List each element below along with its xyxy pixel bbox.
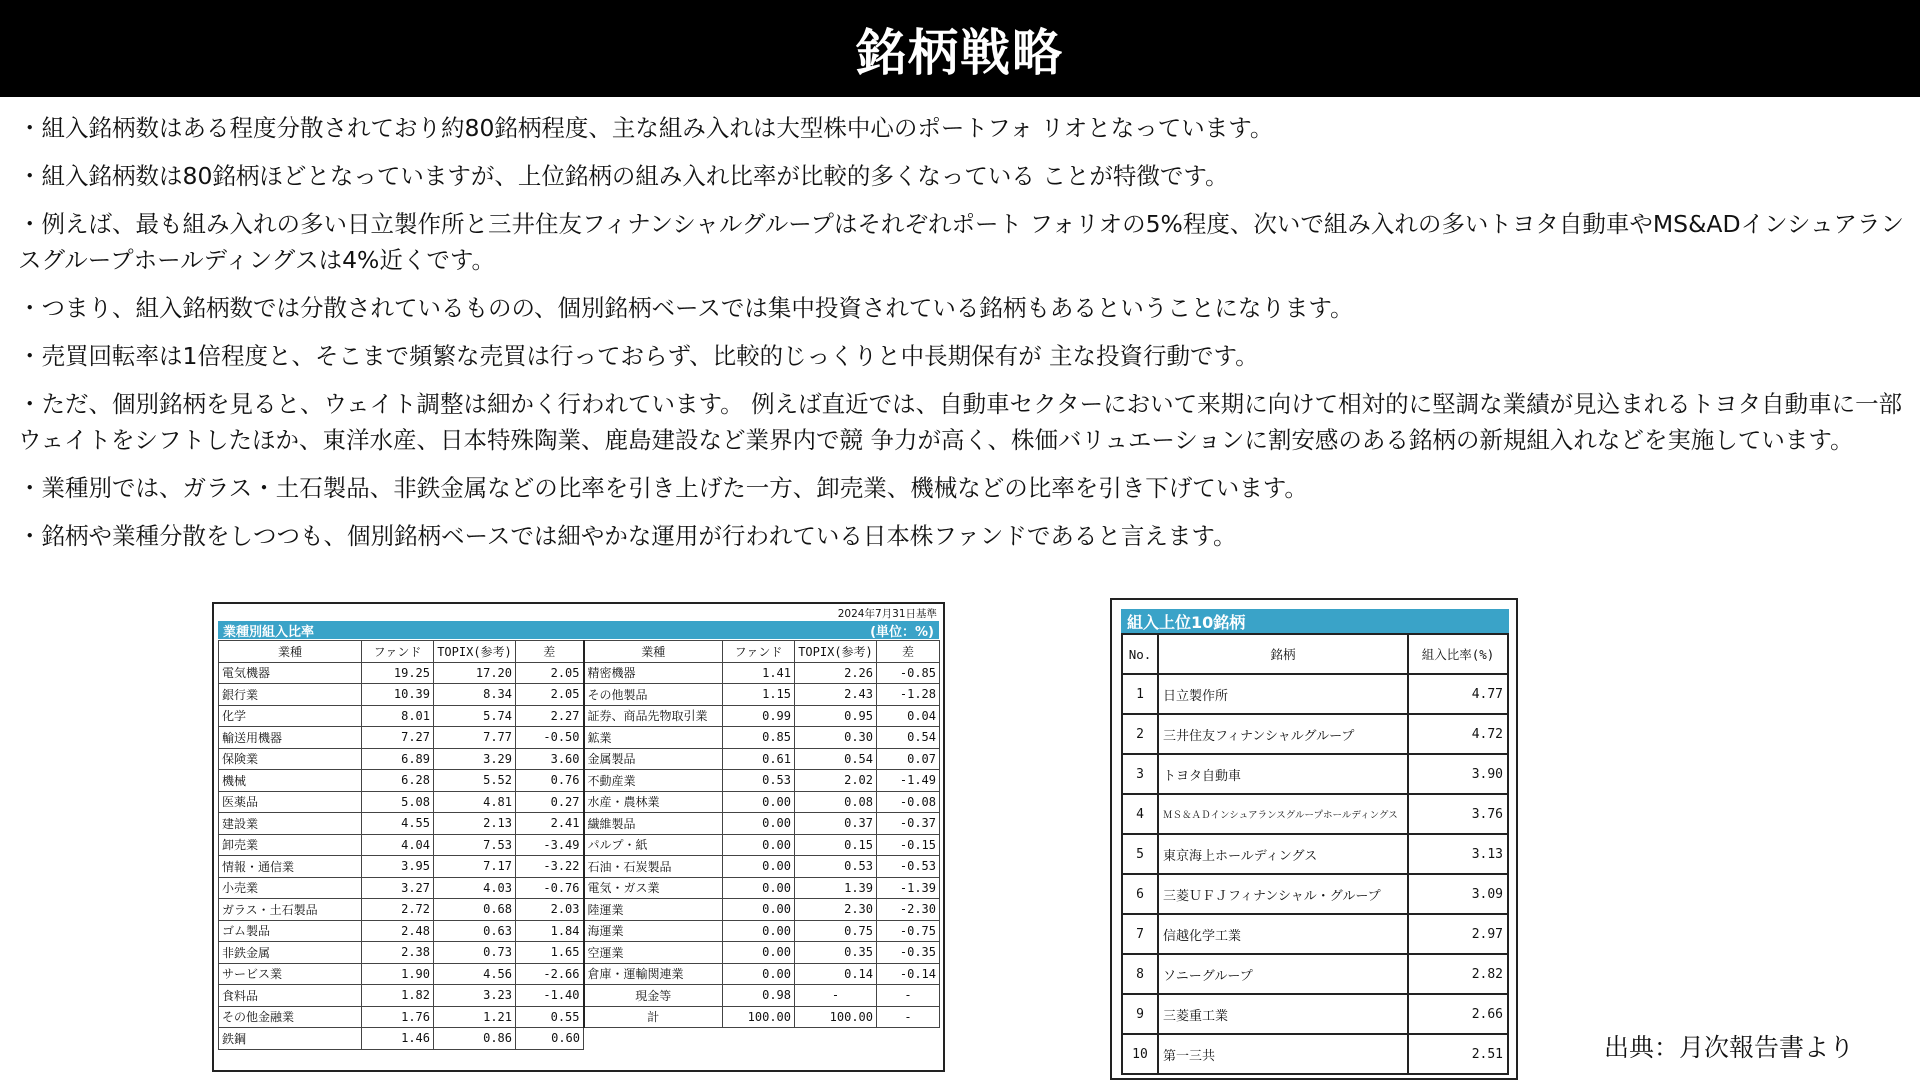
holding-rank: 8 bbox=[1122, 954, 1158, 994]
sector-table-body bbox=[219, 662, 940, 1049]
table-cell bbox=[877, 1028, 940, 1050]
holding-name: ソニーグループ bbox=[1158, 954, 1408, 994]
table-cell: 3.60 bbox=[516, 748, 584, 770]
table-cell: 0.54 bbox=[795, 748, 877, 770]
table-row bbox=[219, 985, 940, 1007]
table-cell: -1.49 bbox=[877, 770, 940, 792]
table-cell: 倉庫・運輸関連業 bbox=[584, 963, 723, 985]
sector-allocation-table bbox=[218, 640, 940, 1050]
table-cell: 小売業 bbox=[219, 877, 362, 899]
table-cell: 17.20 bbox=[434, 662, 516, 684]
table-cell: - bbox=[877, 1006, 940, 1028]
table-cell: 0.00 bbox=[723, 813, 795, 835]
table-cell: 0.75 bbox=[795, 920, 877, 942]
table-cell: 4.04 bbox=[362, 834, 434, 856]
table-row bbox=[219, 727, 940, 749]
table-cell bbox=[584, 1028, 723, 1050]
table-cell: 医薬品 bbox=[219, 791, 362, 813]
holding-rank: 2 bbox=[1122, 714, 1158, 754]
table-cell: 精密機器 bbox=[584, 662, 723, 684]
holding-weight: 2.97 bbox=[1408, 914, 1508, 954]
table-cell: 0.15 bbox=[795, 834, 877, 856]
holding-name: 日立製作所 bbox=[1158, 674, 1408, 714]
table-cell: 0.98 bbox=[723, 985, 795, 1007]
table-cell: 2.72 bbox=[362, 899, 434, 921]
table-cell: 7.53 bbox=[434, 834, 516, 856]
table-cell: -0.14 bbox=[877, 963, 940, 985]
bullet-item: ・組入銘柄数はある程度分散されており約80銘柄程度、主な組み入れは大型株中心のポートフォ リオとなっています。 bbox=[18, 114, 1274, 142]
table-cell: 1.46 bbox=[362, 1028, 434, 1050]
table-cell: 情報・通信業 bbox=[219, 856, 362, 878]
table-cell: 2.30 bbox=[795, 899, 877, 921]
table-cell: -0.75 bbox=[877, 920, 940, 942]
column-header: 業種 bbox=[584, 641, 723, 663]
table-cell: 1.41 bbox=[723, 662, 795, 684]
table-row bbox=[219, 920, 940, 942]
table-cell: 3.23 bbox=[434, 985, 516, 1007]
table-cell: 0.14 bbox=[795, 963, 877, 985]
title-bar bbox=[0, 0, 1920, 97]
table-cell: 2.02 bbox=[795, 770, 877, 792]
table-cell: 100.00 bbox=[795, 1006, 877, 1028]
holding-name: 信越化学工業 bbox=[1158, 914, 1408, 954]
table-cell: 食料品 bbox=[219, 985, 362, 1007]
sector-table-header-row bbox=[219, 641, 940, 663]
table-cell: 4.81 bbox=[434, 791, 516, 813]
table-row bbox=[219, 834, 940, 856]
holding-weight: 4.72 bbox=[1408, 714, 1508, 754]
table-cell: 1.90 bbox=[362, 963, 434, 985]
table-cell: 3.29 bbox=[434, 748, 516, 770]
holding-name: 三菱重工業 bbox=[1158, 994, 1408, 1034]
table-cell: 0.00 bbox=[723, 942, 795, 964]
table-cell: 1.21 bbox=[434, 1006, 516, 1028]
table-cell: 0.76 bbox=[516, 770, 584, 792]
table-cell: 0.35 bbox=[795, 942, 877, 964]
table-row bbox=[219, 791, 940, 813]
holding-name: 第一三共 bbox=[1158, 1034, 1408, 1074]
table-row bbox=[219, 899, 940, 921]
table-cell: 2.13 bbox=[434, 813, 516, 835]
table-cell: 5.74 bbox=[434, 705, 516, 727]
table-cell: 2.27 bbox=[516, 705, 584, 727]
table-cell: 8.34 bbox=[434, 684, 516, 706]
table-cell: 10.39 bbox=[362, 684, 434, 706]
column-header: 差 bbox=[877, 641, 940, 663]
sector-table-unit: (単位：%) bbox=[870, 624, 934, 640]
table-cell: 4.56 bbox=[434, 963, 516, 985]
table-cell: 5.08 bbox=[362, 791, 434, 813]
table-cell: -0.85 bbox=[877, 662, 940, 684]
table-row bbox=[1122, 914, 1508, 954]
table-cell: -0.50 bbox=[516, 727, 584, 749]
table-cell: 1.84 bbox=[516, 920, 584, 942]
table-cell: 0.00 bbox=[723, 791, 795, 813]
table-row bbox=[1122, 834, 1508, 874]
table-cell: 0.27 bbox=[516, 791, 584, 813]
table-cell: 0.54 bbox=[877, 727, 940, 749]
table-row bbox=[219, 662, 940, 684]
table-cell: 2.41 bbox=[516, 813, 584, 835]
table-cell: 1.76 bbox=[362, 1006, 434, 1028]
table-cell: 機械 bbox=[219, 770, 362, 792]
top10-holdings-panel bbox=[1110, 598, 1518, 1080]
table-row bbox=[219, 963, 940, 985]
table-cell: 0.53 bbox=[795, 856, 877, 878]
table-cell: -0.76 bbox=[516, 877, 584, 899]
table-cell: 0.00 bbox=[723, 877, 795, 899]
table-cell: 2.43 bbox=[795, 684, 877, 706]
table-cell: -1.39 bbox=[877, 877, 940, 899]
table-cell: 非鉄金属 bbox=[219, 942, 362, 964]
table-cell: 2.48 bbox=[362, 920, 434, 942]
holding-name: トヨタ自動車 bbox=[1158, 754, 1408, 794]
table-cell: 電気機器 bbox=[219, 662, 362, 684]
table-cell: -2.30 bbox=[877, 899, 940, 921]
bullet-item: ・例えば、最も組み入れの多い日立製作所と三井住友フィナンシャルグループはそれぞれポート フォリオの5%程度、次いで組み入れの多いトヨタ自動車やMS&ADインシュアランスグループホールディングスは4%近くです。 bbox=[18, 210, 1905, 274]
table-cell: 3.27 bbox=[362, 877, 434, 899]
table-cell: -0.37 bbox=[877, 813, 940, 835]
table-cell: 0.86 bbox=[434, 1028, 516, 1050]
table-row bbox=[219, 813, 940, 835]
table-cell: 0.95 bbox=[795, 705, 877, 727]
holding-weight: 3.90 bbox=[1408, 754, 1508, 794]
column-header: 業種 bbox=[219, 641, 362, 663]
top10-header-row bbox=[1122, 634, 1508, 674]
table-cell: その他金融業 bbox=[219, 1006, 362, 1028]
table-cell: 0.99 bbox=[723, 705, 795, 727]
column-header: TOPIX(参考) bbox=[434, 641, 516, 663]
sector-table-title-bar bbox=[218, 621, 939, 639]
table-cell: 繊維製品 bbox=[584, 813, 723, 835]
table-cell: 0.53 bbox=[723, 770, 795, 792]
column-header: 組入比率(%) bbox=[1408, 634, 1508, 674]
sector-table-date: 2024年7月31日基準 bbox=[837, 608, 937, 620]
table-cell: 海運業 bbox=[584, 920, 723, 942]
table-cell: 2.05 bbox=[516, 684, 584, 706]
table-cell: -2.66 bbox=[516, 963, 584, 985]
table-cell: 0.00 bbox=[723, 920, 795, 942]
table-cell: 銀行業 bbox=[219, 684, 362, 706]
table-cell: 6.28 bbox=[362, 770, 434, 792]
bullet-list bbox=[18, 110, 1904, 566]
table-cell: 2.05 bbox=[516, 662, 584, 684]
holding-rank: 5 bbox=[1122, 834, 1158, 874]
holding-rank: 3 bbox=[1122, 754, 1158, 794]
table-cell: 2.03 bbox=[516, 899, 584, 921]
table-cell: 鉱業 bbox=[584, 727, 723, 749]
table-cell bbox=[723, 1028, 795, 1050]
table-row bbox=[219, 942, 940, 964]
table-cell: 1.15 bbox=[723, 684, 795, 706]
table-cell: -1.28 bbox=[877, 684, 940, 706]
top10-title-bar bbox=[1121, 609, 1509, 633]
table-cell: 0.00 bbox=[723, 834, 795, 856]
table-cell: サービス業 bbox=[219, 963, 362, 985]
table-cell: ガラス・土石製品 bbox=[219, 899, 362, 921]
table-cell: 輸送用機器 bbox=[219, 727, 362, 749]
table-cell: ゴム製品 bbox=[219, 920, 362, 942]
table-cell: 化学 bbox=[219, 705, 362, 727]
holding-weight: 4.77 bbox=[1408, 674, 1508, 714]
table-cell: 水産・農林業 bbox=[584, 791, 723, 813]
sector-table-title: 業種別組入比率 bbox=[223, 624, 315, 640]
table-cell: 0.07 bbox=[877, 748, 940, 770]
holding-rank: 4 bbox=[1122, 794, 1158, 834]
table-cell: - bbox=[795, 985, 877, 1007]
table-cell: 2.38 bbox=[362, 942, 434, 964]
table-cell: 鉄鋼 bbox=[219, 1028, 362, 1050]
table-row bbox=[1122, 994, 1508, 1034]
source-note: 出典：月次報告書より bbox=[1604, 1033, 1855, 1062]
table-cell: 100.00 bbox=[723, 1006, 795, 1028]
table-cell: 建設業 bbox=[219, 813, 362, 835]
table-cell: 0.68 bbox=[434, 899, 516, 921]
table-cell: -0.53 bbox=[877, 856, 940, 878]
holding-rank: 1 bbox=[1122, 674, 1158, 714]
table-cell: 0.00 bbox=[723, 899, 795, 921]
table-cell: 不動産業 bbox=[584, 770, 723, 792]
table-cell: 6.89 bbox=[362, 748, 434, 770]
holding-weight: 3.09 bbox=[1408, 874, 1508, 914]
bullet-item: ・業種別では、ガラス・土石製品、非鉄金属などの比率を引き上げた一方、卸売業、機械などの比率を引き下げています。 bbox=[18, 474, 1308, 502]
holding-name: 東京海上ホールディングス bbox=[1158, 834, 1408, 874]
table-row bbox=[219, 705, 940, 727]
table-row bbox=[1122, 794, 1508, 834]
table-cell: 電気・ガス業 bbox=[584, 877, 723, 899]
holding-weight: 3.76 bbox=[1408, 794, 1508, 834]
column-header: No. bbox=[1122, 634, 1158, 674]
table-cell: 0.04 bbox=[877, 705, 940, 727]
table-row bbox=[219, 748, 940, 770]
table-cell: 0.08 bbox=[795, 791, 877, 813]
table-row bbox=[1122, 954, 1508, 994]
table-cell: 0.73 bbox=[434, 942, 516, 964]
table-cell: 空運業 bbox=[584, 942, 723, 964]
holding-name: 三菱ＵＦＪフィナンシャル・グループ bbox=[1158, 874, 1408, 914]
table-cell: 陸運業 bbox=[584, 899, 723, 921]
table-cell: 保険業 bbox=[219, 748, 362, 770]
table-cell: 0.37 bbox=[795, 813, 877, 835]
table-cell: 計 bbox=[584, 1006, 723, 1028]
table-row bbox=[219, 856, 940, 878]
table-row bbox=[219, 1006, 940, 1028]
bullet-item: ・銘柄や業種分散をしつつも、個別銘柄ベースでは細やかな運用が行われている日本株ファンドであると言えます。 bbox=[18, 522, 1237, 550]
table-cell: 0.55 bbox=[516, 1006, 584, 1028]
table-cell: 1.82 bbox=[362, 985, 434, 1007]
table-cell: パルプ・紙 bbox=[584, 834, 723, 856]
table-cell: 0.60 bbox=[516, 1028, 584, 1050]
holding-weight: 2.51 bbox=[1408, 1034, 1508, 1074]
table-cell: 卸売業 bbox=[219, 834, 362, 856]
table-cell: 0.00 bbox=[723, 963, 795, 985]
page-title: 銘柄戦略 bbox=[856, 23, 1064, 82]
table-cell: 証券、商品先物取引業 bbox=[584, 705, 723, 727]
bullet-item: ・売買回転率は1倍程度と、そこまで頻繁な売買は行っておらず、比較的じっくりと中長期保有が 主な投資行動です。 bbox=[18, 342, 1259, 370]
table-cell: 0.00 bbox=[723, 856, 795, 878]
table-cell: 3.95 bbox=[362, 856, 434, 878]
holding-name: 三井住友フィナンシャルグループ bbox=[1158, 714, 1408, 754]
table-row bbox=[1122, 1034, 1508, 1074]
table-row bbox=[1122, 874, 1508, 914]
table-cell: 7.27 bbox=[362, 727, 434, 749]
column-header: ファンド bbox=[362, 641, 434, 663]
table-cell: -0.08 bbox=[877, 791, 940, 813]
table-cell: 現金等 bbox=[584, 985, 723, 1007]
table-cell: 19.25 bbox=[362, 662, 434, 684]
table-cell: 8.01 bbox=[362, 705, 434, 727]
table-cell: -3.22 bbox=[516, 856, 584, 878]
table-cell: 2.26 bbox=[795, 662, 877, 684]
table-cell: 0.61 bbox=[723, 748, 795, 770]
top10-title: 組入上位10銘柄 bbox=[1127, 612, 1246, 632]
holding-rank: 9 bbox=[1122, 994, 1158, 1034]
table-cell: 7.77 bbox=[434, 727, 516, 749]
bullet-item: ・つまり、組入銘柄数では分散されているものの、個別銘柄ベースでは集中投資されている銘柄もあるということになります。 bbox=[18, 294, 1354, 322]
table-cell: 0.85 bbox=[723, 727, 795, 749]
top10-table-body bbox=[1122, 674, 1508, 1074]
column-header: 銘柄 bbox=[1158, 634, 1408, 674]
table-row bbox=[1122, 714, 1508, 754]
holding-weight: 3.13 bbox=[1408, 834, 1508, 874]
column-header: TOPIX(参考) bbox=[795, 641, 877, 663]
table-row bbox=[1122, 674, 1508, 714]
table-cell: 0.30 bbox=[795, 727, 877, 749]
sector-allocation-table-panel bbox=[212, 602, 945, 1072]
table-cell: -1.40 bbox=[516, 985, 584, 1007]
bullet-item: ・ただ、個別銘柄を見ると、ウェイト調整は細かく行われています。 例えば直近では、自動車セクターにおいて来期に向けて相対的に堅調な業績が見込まれるトヨタ自動車に一部ウェイトをシフトしたほか、東洋水産、日本特殊陶業、鹿島建設など業界内で競 争力が高く、株価バリュエーションに割安感のある銘柄の新規組入れなどを実施しています。 bbox=[18, 390, 1903, 454]
table-cell: 5.52 bbox=[434, 770, 516, 792]
table-row bbox=[219, 877, 940, 899]
table-cell: 4.55 bbox=[362, 813, 434, 835]
table-cell: 4.03 bbox=[434, 877, 516, 899]
table-cell: - bbox=[877, 985, 940, 1007]
holding-rank: 10 bbox=[1122, 1034, 1158, 1074]
table-cell: -0.15 bbox=[877, 834, 940, 856]
table-row bbox=[219, 1028, 940, 1050]
holding-rank: 6 bbox=[1122, 874, 1158, 914]
table-cell: -0.35 bbox=[877, 942, 940, 964]
table-row bbox=[1122, 754, 1508, 794]
column-header: 差 bbox=[516, 641, 584, 663]
holding-weight: 2.66 bbox=[1408, 994, 1508, 1034]
table-cell: 0.63 bbox=[434, 920, 516, 942]
table-cell: 1.39 bbox=[795, 877, 877, 899]
bullet-item: ・組入銘柄数は80銘柄ほどとなっていますが、上位銘柄の組み入れ比率が比較的多くなっている ことが特徴です。 bbox=[18, 162, 1229, 190]
table-cell: 1.65 bbox=[516, 942, 584, 964]
holding-name: ＭＳ＆ＡＤインシュアランスグループホールディングス bbox=[1158, 794, 1408, 834]
table-cell: 石油・石炭製品 bbox=[584, 856, 723, 878]
table-cell: 金属製品 bbox=[584, 748, 723, 770]
table-cell: -3.49 bbox=[516, 834, 584, 856]
holding-weight: 2.82 bbox=[1408, 954, 1508, 994]
holding-rank: 7 bbox=[1122, 914, 1158, 954]
column-header: ファンド bbox=[723, 641, 795, 663]
top10-holdings-table bbox=[1121, 633, 1509, 1075]
table-cell bbox=[795, 1028, 877, 1050]
table-cell: その他製品 bbox=[584, 684, 723, 706]
table-row bbox=[219, 684, 940, 706]
table-row bbox=[219, 770, 940, 792]
table-cell: 7.17 bbox=[434, 856, 516, 878]
